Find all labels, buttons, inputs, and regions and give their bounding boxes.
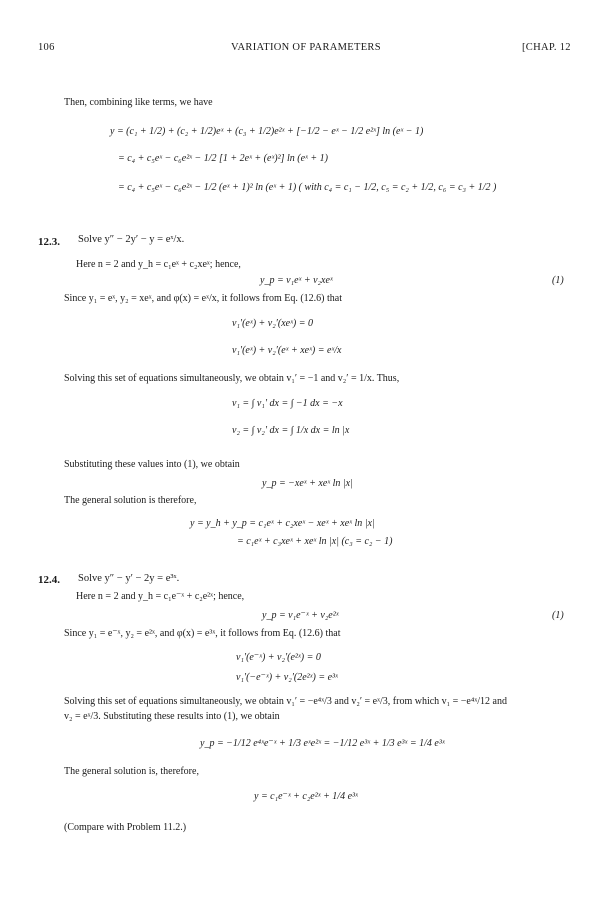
problem-text: v₂ = eˣ/3. Substituting these results into (1), we obtain <box>64 711 280 722</box>
problem-statement: Solve y″ − y′ − 2y = e³ˣ. <box>78 573 180 584</box>
problem-text: The general solution is, therefore, <box>64 766 199 777</box>
equation-tag: (1) <box>552 275 564 286</box>
system-equation-2: v₁′(−e⁻ˣ) + v₂′(2e²ˣ) = e³ˣ <box>236 672 338 683</box>
problem-text: Solving this set of equations simultaneously, we obtain v₁′ = −e⁴ˣ/3 and v₂′ = eˣ/3, from which v₁ = −e⁴ˣ/12 and <box>64 696 507 707</box>
equation-combined-3: = c₄ + c₅eˣ − c₆e²ˣ − 1/2 (eˣ + 1)² ln (eˣ + 1) ( with c₄ = c₁ − 1/2, c₅ = c₂ + 1/2, c₆ = c₃ + 1/2 ) <box>118 182 497 193</box>
problem-number: 12.4. <box>38 574 60 586</box>
system-equation-2: v₁′(eˣ) + v₂′(eˣ + xeˣ) = eˣ/x <box>232 345 342 356</box>
problem-number: 12.3. <box>38 236 60 248</box>
integral-v2: v₂ = ∫ v₂′ dx = ∫ 1/x dx = ln |x <box>232 425 350 436</box>
page-number: 106 <box>38 42 55 53</box>
problem-text: Here n = 2 and y_h = c₁e⁻ˣ + c₂e²ˣ; hence, <box>76 591 245 602</box>
system-equation-1: v₁′(eˣ) + v₂′(xeˣ) = 0 <box>232 318 313 329</box>
problem-text: The general solution is therefore, <box>64 495 197 506</box>
general-solution-2: = c₁eˣ + c₃xeˣ + xeˣ ln |x| (c₃ = c₂ − 1) <box>237 536 393 547</box>
equation-combined-2: = c₄ + c₅eˣ − c₆e²ˣ − 1/2 [1 + 2eˣ + (eˣ)²] ln (eˣ + 1) <box>118 153 328 164</box>
intro-text: Then, combining like terms, we have <box>64 97 213 108</box>
problem-text: Here n = 2 and y_h = c₁eˣ + c₂xeˣ; hence, <box>76 259 241 270</box>
problem-text: Since y₁ = e⁻ˣ, y₂ = e²ˣ, and φ(x) = e³ˣ, it follows from Eq. (12.6) that <box>64 628 341 639</box>
running-title: VARIATION OF PARAMETERS <box>231 42 381 53</box>
cross-reference-note: (Compare with Problem 11.2.) <box>64 822 187 833</box>
problem-statement: Solve y″ − 2y′ − y = eˣ/x. <box>78 234 185 245</box>
particular-solution-form: y_p = v₁e⁻ˣ + v₂e²ˣ <box>262 610 339 621</box>
problem-text: Since y₁ = eˣ, y₂ = xeˣ, and φ(x) = eˣ/x, it follows from Eq. (12.6) that <box>64 293 343 304</box>
particular-solution: y_p = −1/12 e⁴ˣe⁻ˣ + 1/3 eˣe²ˣ = −1/12 e³ˣ + 1/3 e³ˣ = 1/4 e³ˣ <box>200 738 445 749</box>
particular-solution: y_p = −xeˣ + xeˣ ln |x| <box>262 478 353 489</box>
problem-text: Substituting these values into (1), we obtain <box>64 459 240 470</box>
problem-text: Solving this set of equations simultaneously, we obtain v₁′ = −1 and v₂′ = 1/x. Thus, <box>64 373 400 384</box>
general-solution: y = c₁e⁻ˣ + c₂e²ˣ + 1/4 e³ˣ <box>254 791 358 802</box>
equation-tag: (1) <box>552 610 564 621</box>
chapter-label: [CHAP. 12 <box>522 42 571 53</box>
integral-v1: v₁ = ∫ v₁′ dx = ∫ −1 dx = −x <box>232 398 343 409</box>
system-equation-1: v₁′(e⁻ˣ) + v₂′(e²ˣ) = 0 <box>236 652 321 663</box>
equation-combined-1: y = (c₁ + 1/2) + (c₂ + 1/2)eˣ + (c₃ + 1/2)e²ˣ + [−1/2 − eˣ − 1/2 e²ˣ] ln (eˣ − 1) <box>110 126 424 137</box>
particular-solution-form: y_p = v₁eˣ + v₂xeˣ <box>260 275 333 286</box>
general-solution-1: y = y_h + y_p = c₁eˣ + c₂xeˣ − xeˣ + xeˣ ln |x| <box>190 518 375 529</box>
